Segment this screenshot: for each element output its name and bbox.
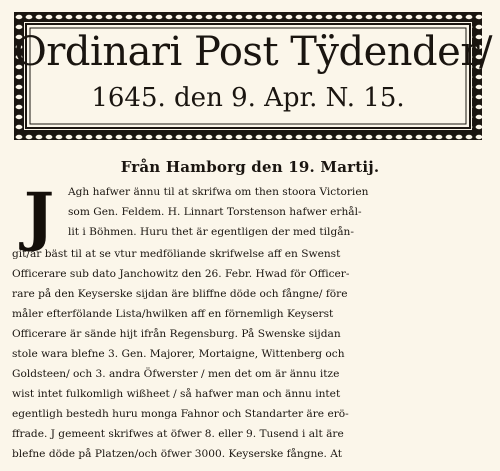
masthead-title: Ordinari Post Tÿdender/ xyxy=(14,29,492,75)
article-line: blefne döde på Platzen/och öfwer 3000. Keyserske fångne. At xyxy=(12,448,342,460)
article-line: ffrade. J gemeent skrifwes at öfwer 8. eller 9. Tusend i alt äre xyxy=(12,428,344,440)
article-dateline: Från Hamborg den 19. Martij. xyxy=(120,158,380,176)
article-line: Agh hafwer ännu til at skrifwa om then stoora Victorien xyxy=(68,186,369,198)
article-line: Goldsteen/ och 3. andra Öfwerster / men det om är ännu itze xyxy=(12,368,340,380)
article-line: egentligh bestedh huru monga Fahnor och Standarter äre erö- xyxy=(12,408,349,420)
article-line: måler efterfölande Lista/hwilken aff en förnemligh Keyserst xyxy=(12,308,334,320)
article-line: git/är bäst til at se vtur medföliande skrifwelse aff en Swenst xyxy=(12,248,341,260)
article-line: Officerare är sände hijt ifrån Regensburg. På Swenske sijdan xyxy=(12,328,341,340)
article-body xyxy=(12,179,490,468)
drop-cap-initial: J xyxy=(23,179,55,254)
article-line: lit i Böhmen. Huru thet är egentligen der med tilgån- xyxy=(68,226,354,238)
masthead xyxy=(14,12,492,140)
masthead-date-issue: 1645. den 9. Apr. N. 15. xyxy=(91,83,405,113)
article-line: rare på den Keyserske sijdan äre bliffne döde och fångne/ före xyxy=(12,288,348,300)
article-line: stole wara blefne 3. Gen. Majorer, Mortaigne, Wittenberg och xyxy=(12,348,345,360)
article-line: som Gen. Feldem. H. Linnart Torstenson hafwer erhål- xyxy=(68,206,362,218)
article-line: Officerare sub dato Janchowitz den 26. Febr. Hwad för Officer- xyxy=(12,268,350,280)
article-line: wist intet fulkomligh wißheet / så hafwer man och ännu intet xyxy=(12,388,341,400)
